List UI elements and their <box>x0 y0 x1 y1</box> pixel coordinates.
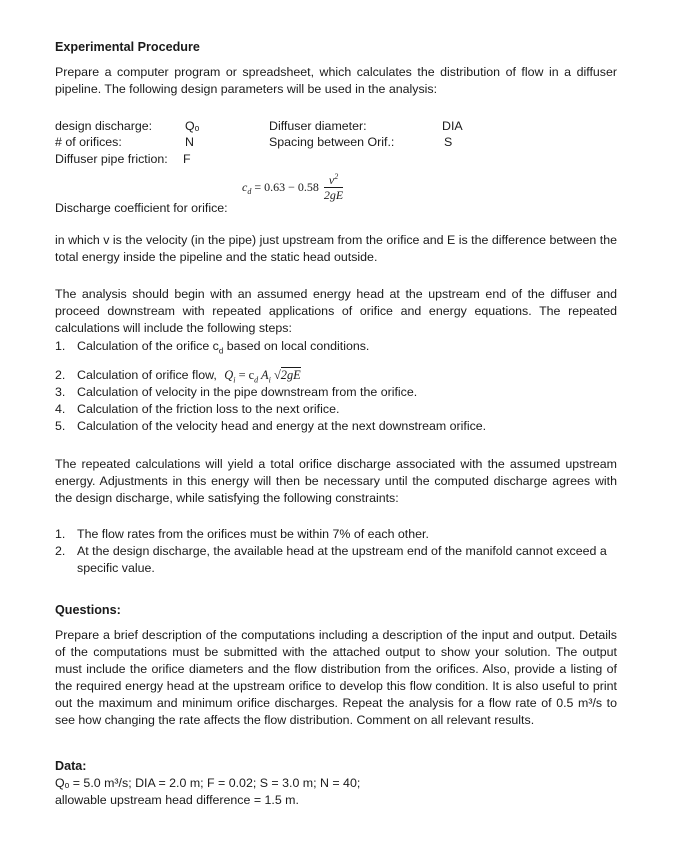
cd-formula <box>242 174 343 202</box>
list-item: 1. The flow rates from the orifices must be within 7% of each other. <box>55 527 429 541</box>
list-item: 4. Calculation of the friction loss to the next orifice. <box>55 402 340 416</box>
cd-fraction <box>324 174 343 202</box>
friction-label: Diffuser pipe friction: <box>55 152 168 166</box>
questions-heading: Questions: <box>55 603 121 617</box>
steps-list <box>55 338 617 435</box>
list-item: 2. Calculation of orifice flow, $Q_i = c_d$ $A_i$ √2gE <box>55 368 301 385</box>
data-line-2: allowable upstream head difference = 1.5 m. <box>55 793 299 807</box>
design-discharge-label: design discharge: <box>55 119 153 133</box>
analysis-paragraph: The analysis should begin with an assumed energy head at the upstream end of the diffuser and proceed downstream with repeated applications of orifice and energy equations. The repeated calculations will include the following steps: <box>55 287 617 335</box>
discharge-coefficient-label: Discharge coefficient for orifice: <box>55 201 228 215</box>
cd-lhs-sub: d <box>247 187 252 197</box>
diameter-label: Diffuser diameter: <box>269 119 367 133</box>
diameter-symbol: DIA <box>442 119 463 133</box>
data-heading: Data: <box>55 759 87 773</box>
orifices-symbol: N <box>185 135 194 149</box>
cd-lhs: c <box>242 179 248 194</box>
friction-symbol: F <box>183 152 191 166</box>
design-discharge-symbol: Qₒ <box>185 119 200 133</box>
spacing-symbol: S <box>444 135 453 149</box>
orifices-label: # of orifices: <box>55 135 122 149</box>
constraints-list <box>55 526 617 577</box>
cd-rhs-const: = 0.63 − 0.58 <box>254 179 319 194</box>
list-item: 2. At the design discharge, the available head at the upstream end of the manifold cannot exceed a specific value. <box>55 544 607 575</box>
list-item: 1. Calculation of the orifice $c_d$ based on local conditions. <box>55 339 370 356</box>
qi-formula: $Q_i = c_d$ $A_i$ √2gE <box>224 368 301 385</box>
cd-numerator-sup: 2 <box>334 172 339 181</box>
explanation-paragraph: in which v is the velocity (in the pipe) just upstream from the orifice and E is the difference between the total energy inside the pipeline and the static head outside. <box>55 233 617 264</box>
repeated-calc-paragraph: The repeated calculations will yield a total orifice discharge associated with the assumed upstream energy. Adjustments in this energy will then be necessary until the computed discharge agrees with the design discharge, while satisfying the following constraints: <box>55 457 617 505</box>
questions-paragraph: Prepare a brief description of the computations including a description of the input and output. Details of the computations must be submitted with the attached output to show your solution. The output must include the orifice diameters and the flow distribution from the orifices. Also, provide a listing of the required energy head at the upstream orifice to develop this flow condition. It is also useful to print out the maximum and minimum orifice discharges. Repeat the analysis for a flow rate of 0.5 m³/s to see how changing the rate affects the flow distribution. Comment on all relevant results. <box>55 628 617 727</box>
cd-denominator: 2gE <box>323 188 344 202</box>
list-item: 5. Calculation of the velocity head and energy at the next downstream orifice. <box>55 419 487 433</box>
spacing-label: Spacing between Orif.: <box>269 135 395 149</box>
data-line-1: Qₒ = 5.0 m³/s; DIA = 2.0 m; F = 0.02; S = 3.0 m; N = 40; <box>55 776 361 790</box>
list-item: 3. Calculation of velocity in the pipe downstream from the orifice. <box>55 385 418 399</box>
procedure-heading: Experimental Procedure <box>55 40 200 54</box>
cd-numerator: v <box>328 173 335 187</box>
intro-paragraph: Prepare a computer program or spreadsheet, which calculates the distribution of flow in a diffuser pipeline. The following design parameters will be used in the analysis: <box>55 65 617 96</box>
